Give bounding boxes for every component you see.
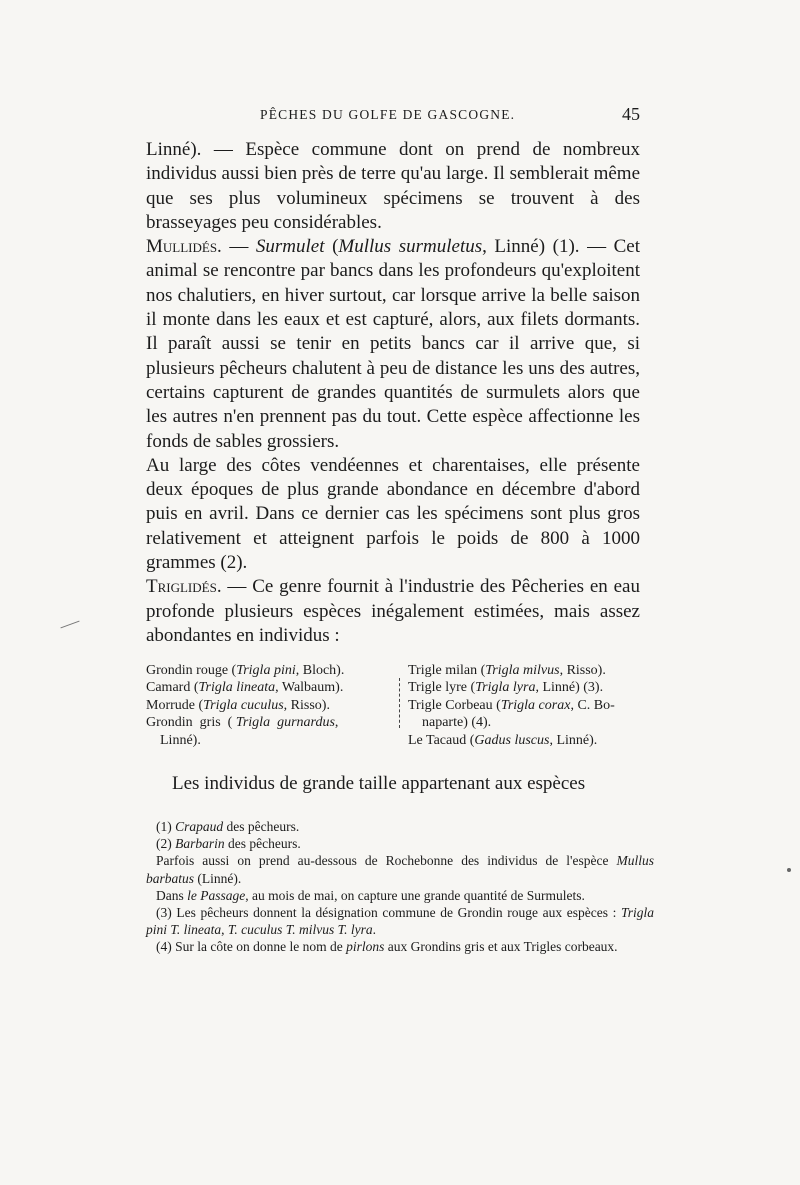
paragraph-mullides	[146, 235, 640, 454]
entry-text: Trigle milan (	[408, 663, 486, 678]
paragraph-text: , Linné) (1). — Cet animal se rencontre par bancs dans les profondeurs qu'exploitent nos chalutiers, en hiver surtout, car lorsque arrive la belle saison il monte dans les eaux et est capturé, alors, aux filets dormants. Il paraît aussi se tenir en petits bancs car il arrive que, si plusieurs pêcheurs chalutent à peu de distance les uns des autres, certains capturent de grandes quantités de surmulets alors que les autres n'en prennent pas du tout. Cette espèce affectionne les fonds de sables grossiers.	[146, 236, 640, 452]
entry-latin: Trigla milvus	[485, 663, 560, 678]
species-entry	[408, 662, 646, 679]
species-column-left	[146, 662, 398, 749]
footnote-text: (4) Sur la côte on donne le nom de	[156, 939, 347, 955]
margin-mark	[60, 621, 79, 629]
footnotes	[146, 818, 654, 956]
footnote-text: aux Grondins gris et aux Trigles corbeaux.	[384, 939, 618, 955]
footnote-4	[146, 938, 654, 955]
entry-latin: Trigla corax	[500, 697, 571, 713]
page-number: 45	[622, 104, 640, 124]
paragraph-1: Linné). — Espèce commune dont on prend de nombreux individus aussi bien près de terre qu'au large. Il semblerait même que ses plus volumineux spécimens se trouvent à des brasseyages peu considérables.	[146, 139, 640, 233]
entry-latin: Trigla pini	[236, 663, 296, 678]
entry-text: , Bloch).	[295, 663, 345, 678]
footnote-text: (3) Les pêcheurs donnent la désignation commune de Grondin rouge aux espèces :	[156, 905, 621, 921]
entry-text: Camard (	[146, 680, 199, 696]
latin-name: Trigla pini T. lineata	[146, 905, 654, 938]
entry-text: , Linné).	[549, 732, 598, 748]
entry-text: naparte) (4).	[422, 715, 492, 731]
footnote-2-continued	[146, 852, 654, 886]
place-name: le Passage	[187, 887, 246, 903]
entry-latin: Trigla gurnardus	[235, 715, 335, 731]
entry-text: Trigle Corbeau (	[408, 697, 501, 713]
family-name-triglides: Triglidés.	[146, 576, 222, 598]
margin-dot	[787, 868, 791, 872]
footnote-text: des pêcheurs.	[223, 819, 300, 834]
entry-text: Grondin gris (	[146, 715, 236, 731]
closing-line: Les individus de grande taille appartenant aux espèces	[172, 773, 586, 794]
paragraph-text: — Ce genre fournit à l'industrie des Pêcheries en eau profonde plusieurs espèces inégalement estimées, mais assez abondantes en individus :	[146, 576, 640, 646]
latin-name: Mullus barbatus	[146, 853, 654, 886]
paragraph-3: Au large des côtes vendéennes et charentaises, elle présente deux époques de plus grande abondance en décembre d'abord puis en avril. Dans ce dernier cas les spécimens sont plus gros relativement et atteignent parfois le poids de 800 à 1000 grammes (2).	[146, 454, 640, 574]
footnote-text: , au mois de mai, on capture une grande quantité de Surmulets.	[245, 887, 585, 903]
entry-text: , Walbaum).	[275, 680, 344, 696]
footnote-text: des pêcheurs.	[224, 836, 301, 852]
main-text	[146, 138, 640, 648]
entry-text: Le Tacaud (	[408, 732, 475, 748]
species-entry-continued	[408, 714, 646, 731]
entry-latin: Trigla cuculus	[203, 697, 284, 713]
entry-text: Morrude (	[146, 697, 204, 713]
running-title: PÊCHES DU GOLFE DE GASCOGNE.	[260, 107, 516, 122]
species-entry	[408, 697, 646, 714]
entry-latin: Trigla lineata	[198, 680, 276, 696]
entry-latin: Gadus luscus	[474, 732, 550, 748]
paragraph-triglides	[146, 575, 640, 648]
latin-name: T. milvus T. lyra	[285, 922, 373, 938]
entry-text: , C. Bo-	[570, 697, 615, 713]
entry-text: , Risso).	[283, 697, 330, 713]
footnote-text: Parfois aussi on prend au-dessous de Rochebonne des individus de l'espèce	[156, 853, 617, 869]
entry-text: , Linné) (3).	[535, 680, 604, 696]
entry-text: , Risso).	[559, 663, 606, 678]
species-column-right	[408, 662, 646, 749]
separator: ,	[221, 922, 228, 938]
column-separator	[399, 678, 401, 728]
common-name: Barbarin	[175, 836, 225, 852]
footnote-1	[146, 818, 654, 835]
running-head	[146, 104, 640, 129]
common-name: Crapaud	[175, 819, 224, 834]
species-name-surmulet: Surmulet	[255, 236, 325, 258]
dash: —	[221, 236, 256, 258]
species-entry	[146, 697, 398, 714]
entry-text: ,	[334, 715, 339, 731]
entry-latin: Trigla lyra	[475, 680, 536, 696]
footnote-3	[146, 904, 654, 938]
species-entry-continued	[146, 732, 398, 749]
footnote-2-passage	[146, 887, 654, 904]
species-entry	[146, 714, 398, 731]
footnote-text: (Linné).	[194, 870, 242, 886]
species-entry	[408, 732, 646, 749]
family-name-mullides: Mullidés.	[146, 236, 222, 258]
entry-text: Linné).	[160, 732, 201, 748]
footnote-number: (1)	[156, 819, 176, 834]
entry-text: Grondin rouge (	[146, 663, 237, 678]
species-entry	[408, 679, 646, 696]
latin-name: T. cuculus	[227, 922, 283, 938]
paren: (	[324, 236, 339, 258]
local-name: pirlons	[346, 939, 385, 955]
footnote-text: Dans	[156, 887, 188, 903]
species-entry	[146, 679, 398, 696]
species-entry	[146, 662, 398, 679]
latin-name-mullus: Mullus surmuletus	[338, 236, 483, 258]
footnote-number: (2)	[156, 836, 176, 852]
entry-text: Trigle lyre (	[408, 680, 476, 696]
footnote-2	[146, 835, 654, 852]
separator: .	[372, 922, 377, 938]
